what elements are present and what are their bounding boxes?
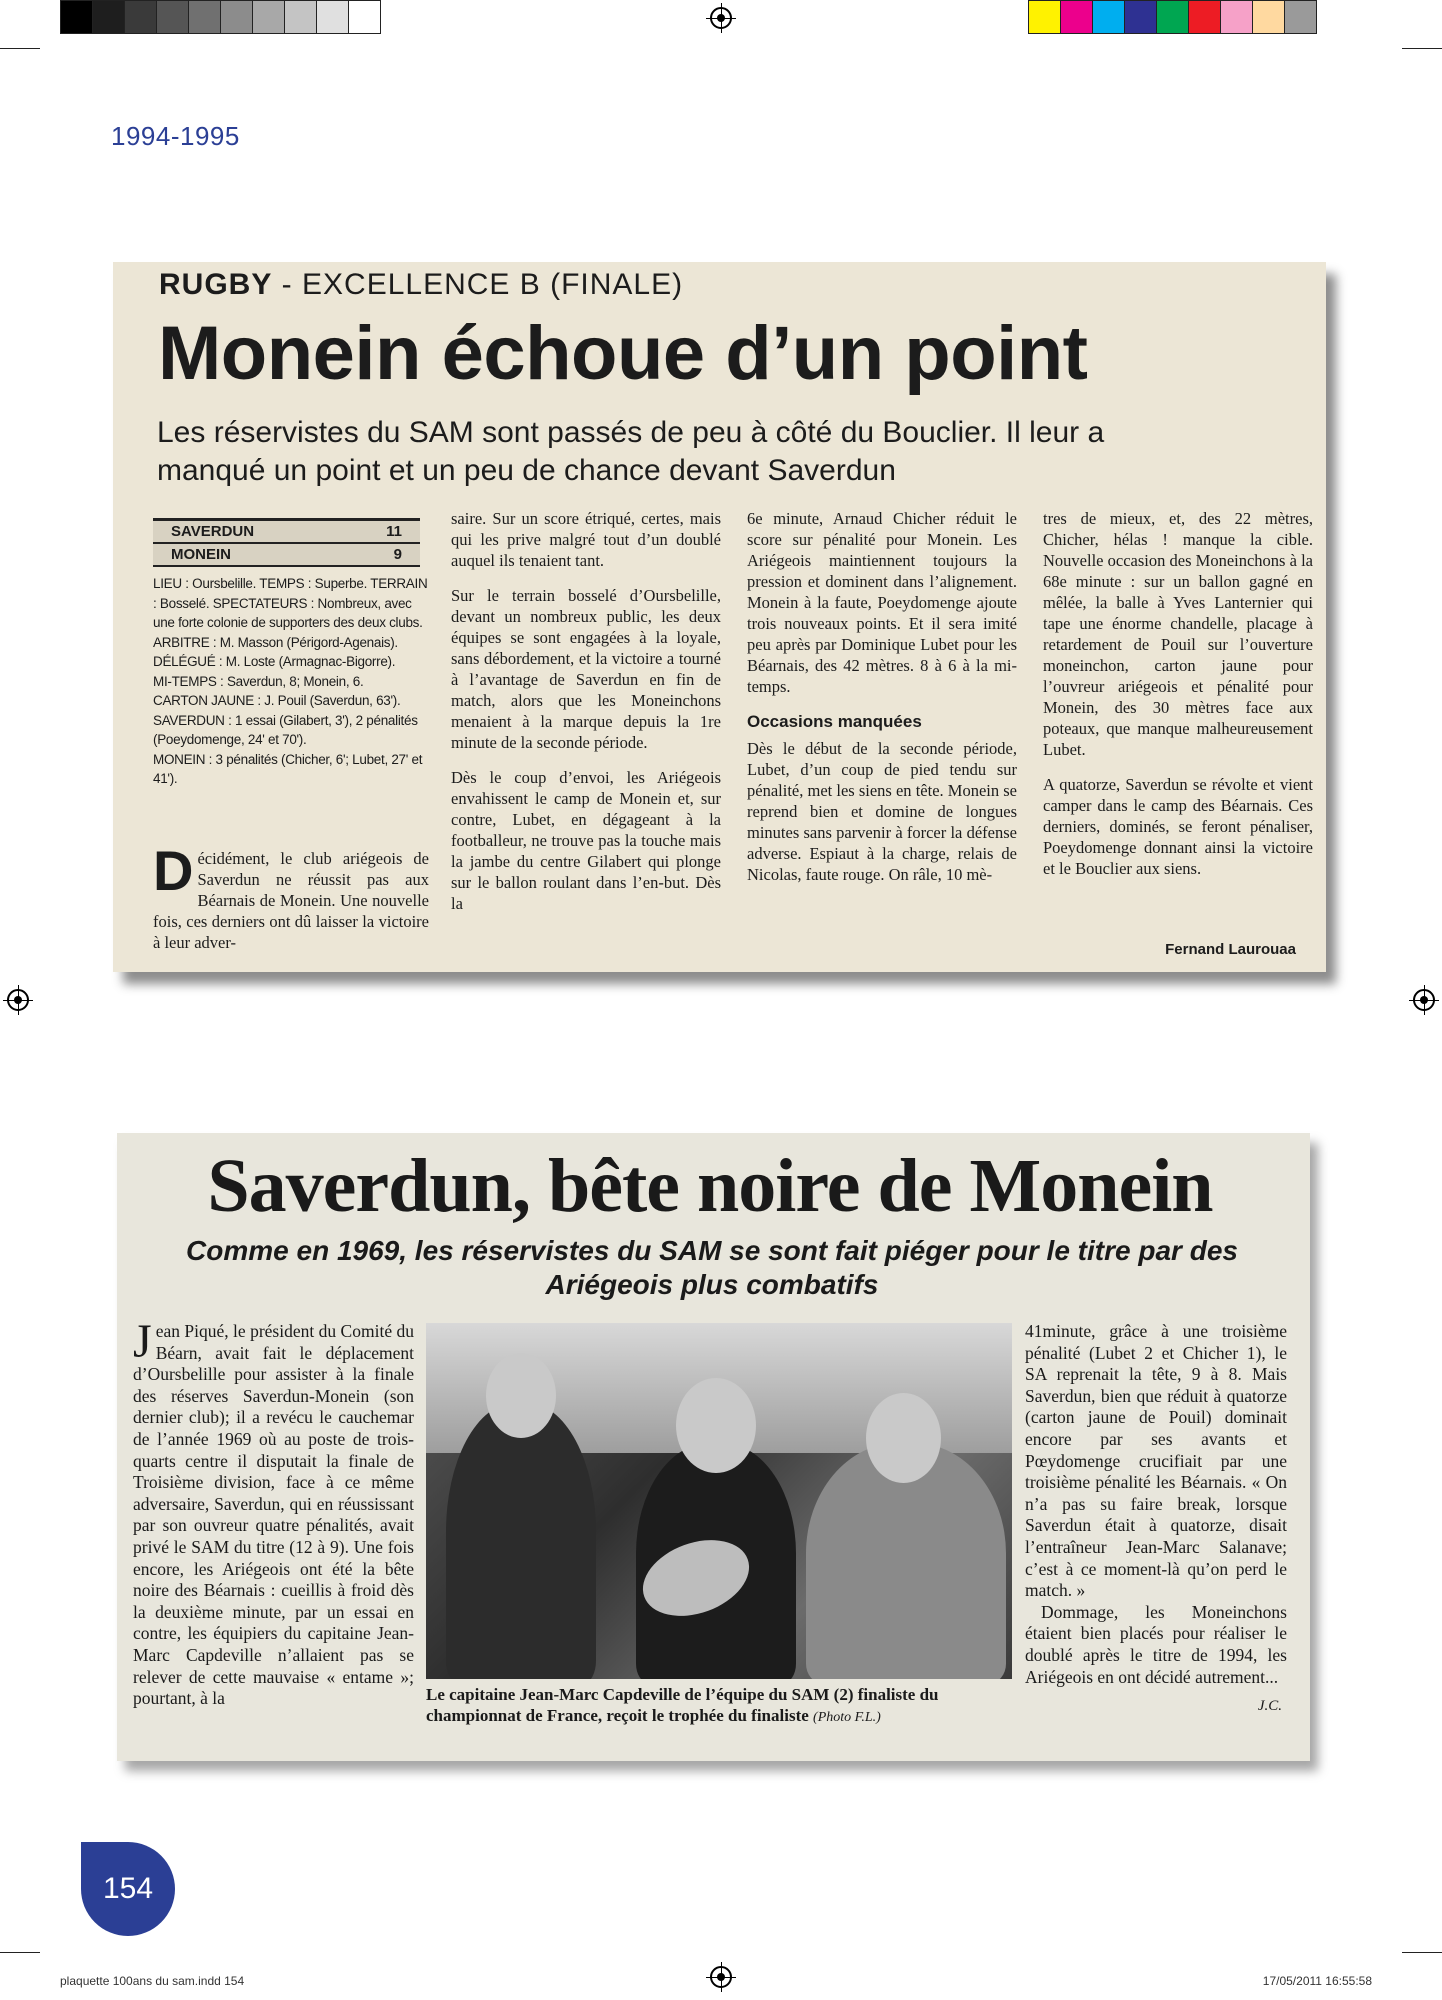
grayscale-bar — [60, 0, 381, 34]
score-box — [153, 518, 420, 567]
fact-line: SAVERDUN : 1 essai (Gilabert, 3'), 2 pénalités (Poeydomenge, 24' et 70'). — [153, 712, 418, 747]
score-row: MONEIN 9 — [153, 544, 420, 567]
registration-mark-right — [1413, 989, 1435, 1011]
crop-mark — [1402, 48, 1442, 49]
article-column-2: saire. Sur un score étriqué, certes, mais qui les prive malgré tout d’un doublé auquel ils tenaient tant. Sur le terrain bosselé d’Oursbelille, devant un nombreux public, les deux équipes se sont engagées à la loyale, sans débordement, et la victoire a tourné à l’avantage de Saverdun en fin de match, alors que les Moneinchons menaient à la marque depuis la 1re minute de la seconde période. Dès le coup d’envoi, les Ariégeois envahissent le camp de Monein et, sur contre, Lubet, en dégageant à la footballeur, ne trouve pas la touche mais la jambe du centre Gilabert qui plonge sur le ballon roulant dans l’en-but. Dès la — [451, 509, 721, 913]
file-timestamp: 17/05/2011 16:55:58 — [1262, 1974, 1372, 1988]
color-bar — [1028, 0, 1317, 34]
clipping-deck: Comme en 1969, les réservistes du SAM se sont fait piéger pour le titre par des Ariégeois plus combatifs — [186, 1235, 1238, 1300]
signature: J.C. — [1257, 1698, 1282, 1714]
crop-mark — [0, 1952, 40, 1953]
page-number: 154 — [81, 1842, 175, 1936]
fact-line: MONEIN : 3 pénalités (Chicher, 6'; Lubet, 27' et 41'). — [153, 751, 423, 786]
drop-cap: J — [133, 1315, 152, 1368]
fact-line: DÉLÉGUÉ : M. Loste (Armagnac-Bigorre). — [153, 654, 396, 669]
article-column-4: tres de mieux, et, des 22 mètres, Chicher, hélas ! manque la cible. Nouvelle occasion des Moneinchons à la 68e minute : sur un ballon gagné en mêlée, la balle à Yves Lanternier qui tape une énorme chandelle, placage à retardement de Pouil sur l’ouverture moneinchon, carton jaune pour l’ouvreur ariégeois et pénalité pour Monein, des 30 mètres face aux poteaux, que manque malheureusement Lubet. A quatorze, Saverdun se révolte et vient camper dans le camp des Béarnais. Ces derniers, dominés, se feront pénaliser, Poeydomenge donnant ainsi la victoire et le Bouclier aux siens. — [1043, 509, 1313, 878]
subheading: Occasions manquées — [747, 712, 922, 731]
registration-mark-bottom — [710, 1966, 732, 1988]
newspaper-clipping-2 — [117, 1133, 1310, 1761]
crop-mark — [0, 48, 40, 49]
clipping-deck: Les réservistes du SAM sont passés de peu à côté du Bouclier. Il leur a manqué un point et un peu de chance devant Saverdun — [157, 416, 1105, 487]
photo-caption: Le capitaine Jean-Marc Capdeville de l’équipe du SAM (2) finaliste du championnat de France, reçoit le trophée du finaliste (Photo F.L.) — [426, 1685, 939, 1725]
file-slug: plaquette 100ans du sam.indd 154 — [60, 1974, 245, 1988]
fact-line: MI-TEMPS : Saverdun, 8; Monein, 6. — [153, 673, 364, 689]
article-column-3: 6e minute, Arnaud Chicher réduit le score sur pénalité pour Monein. Les Ariégeois maintiennent toujours la pression et dominent dans l’alignement. Monein à la faute, Poeydomenge ajoute trois nouveaux points. Et il sera imité peu après par Dominique Lubet pour les Béarnais, des 42 mètres. 8 à 6 à la mi-temps. Occasions manquées Dès le début de la seconde période, Lubet, d’un coup de pied tendu sur pénalité, met les siens en tête. Monein se reprend bien et domine de longues minutes sans parvenir à forcer la défense adverse. Espiaut à la charge, relais de Nicolas, faute rouge. On râle, 10 mè- — [747, 509, 1017, 884]
newspaper-clipping-1 — [113, 262, 1326, 972]
drop-cap: D — [153, 839, 194, 902]
byline: Fernand Laurouaa — [1165, 941, 1296, 958]
registration-mark-left — [7, 989, 29, 1011]
registration-mark-top — [710, 7, 732, 29]
article-column-right: 41minute, grâce à une troisième pénalité (Lubet 2 et Chicher 1), le SA reprenait la tête, 9 à 8. Mais Saverdun, bien que réduit à quatorze (carton jaune de Pouil) dominait encore par ses avants et Pœydomenge crucifiait par une troisième pénalité les Béarnais. « On n’a pas su faire break, lorsque Saverdun était à quatorze, disait l’entraîneur Jean-Marc Salanave; c’est à ce moment-là qu’on perd le match. » Dommage, les Moneinchons étaient bien placés pour réaliser le doublé après le titre de 1994, les Ariégeois en ont décidé autrement... — [1025, 1321, 1287, 1687]
clipping-headline: Monein échoue d’un point — [158, 311, 1088, 396]
article-column-left: Jean Piqué, le président du Comité du Béarn, avait fait le déplacement d’Oursbelille pour assister à la finale des réserves Saverdun-Monein (son dernier club); il a revécu le cauchemar de l’année 1969 où au poste de trois-quarts centre il disputait la finale de Troisième division, face à ce même adversaire, Saverdun, qui en réussissant par son ouvreur quatre pénalités, avait privé le SAM du titre (12 à 9). Une fois encore, les Ariégeois ont été la bête noire des Béarnais : cueillis à froid dès la deuxième minute, par un essai en contre, les équipiers du capitaine Jean-Marc Capdeville n’allaient pas se relever de cette mauvaise « entame »; pourtant, à la — [133, 1315, 414, 1709]
fact-line: ARBITRE : M. Masson (Périgord-Agenais). — [153, 634, 398, 650]
match-facts — [153, 574, 429, 789]
crop-mark — [1402, 1952, 1442, 1953]
clipping-kicker: RUGBY - EXCELLENCE B (FINALE) — [159, 268, 684, 301]
section-year: 1994-1995 — [111, 121, 240, 151]
clipping-headline: Saverdun, bête noire de Monein — [207, 1144, 1213, 1228]
fact-line: CARTON JAUNE : J. Pouil (Saverdun, 63'). — [153, 693, 401, 708]
team-photo — [426, 1323, 1012, 1679]
photo-credit: (Photo F.L.) — [813, 1710, 881, 1725]
fact-line: LIEU : Oursbelille. TEMPS : Superbe. TERRAIN : Bosselé. SPECTATEURS : Nombreux, avec une forte colonie de supporters des deux clubs. — [153, 576, 428, 630]
article-lead: Décidément, le club ariégeois de Saverdun ne réussit pas aux Béarnais de Monein. Une nouvelle fois, ces derniers ont dû laisser la victoire à leur adver- — [153, 839, 429, 952]
score-row: SAVERDUN 11 — [153, 518, 420, 544]
